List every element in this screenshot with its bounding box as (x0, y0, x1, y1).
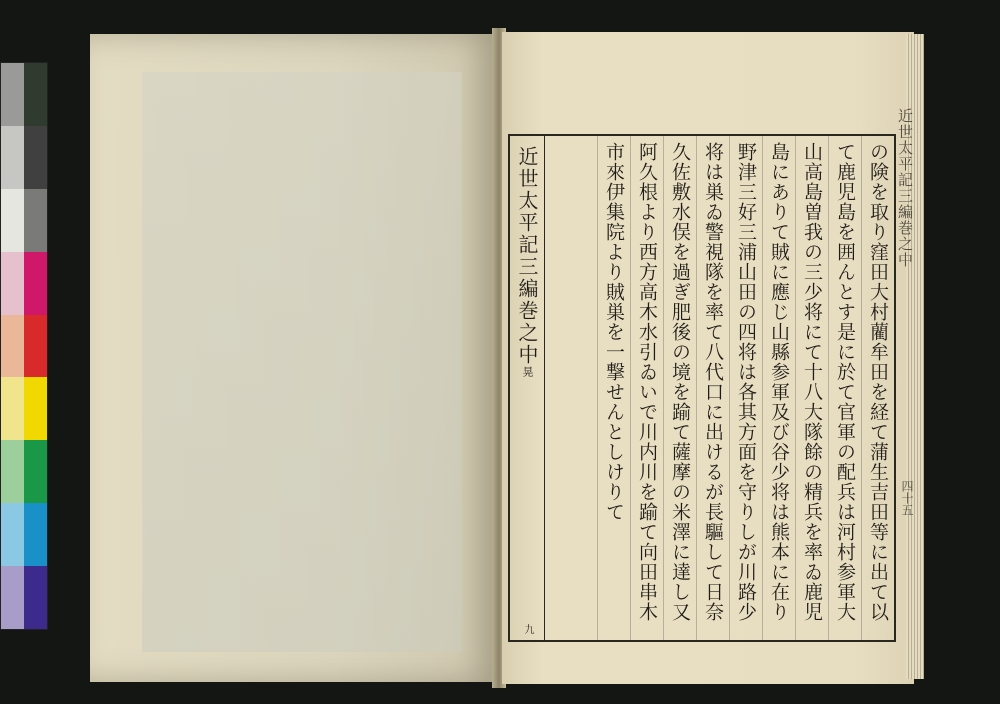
text-frame (508, 134, 896, 642)
text-column-1: の険を取り窪田大村藺牟田を経て蒲生吉田等に出て以 (861, 136, 894, 640)
text-column-5: 野津三好三浦山田の四将は各其方面を守りしが川路少 (729, 136, 762, 640)
text-column-2: て鹿児島を囲んとす是に於て官軍の配兵は河村参軍大 (828, 136, 861, 640)
color-swatch (24, 126, 47, 189)
color-swatch (1, 440, 24, 503)
color-swatch (1, 377, 24, 440)
color-swatch (24, 440, 47, 503)
left-page (90, 34, 498, 682)
margin-running-title: 近世太平記三編巻之中 (896, 108, 914, 268)
book-title-column (510, 136, 544, 640)
open-book (84, 28, 924, 688)
book-title: 近世太平記三編巻之中 (515, 146, 539, 366)
text-column-4: 島にありて賊に應じ山縣参軍及び谷少将は熊本に在り (762, 136, 795, 640)
color-swatch (1, 566, 24, 629)
color-swatch (24, 377, 47, 440)
color-swatch (1, 189, 24, 252)
text-column-8: 阿久根より西方高木水引ゐいで川内川を踰て向田串木 (630, 136, 663, 640)
text-column-7: 久佐敷水俣を過ぎ肥後の境を踰て薩摩の米澤に達し又 (663, 136, 696, 640)
body-text (540, 136, 894, 640)
color-swatch (24, 315, 47, 378)
text-column-6: 将は巣ゐ警視隊を率て八代口に出けるが長驅して日奈 (696, 136, 729, 640)
color-swatch (24, 63, 47, 126)
color-swatch (1, 503, 24, 566)
title-suffix: 晃 (521, 366, 534, 379)
text-column-3: 山高島曽我の三少将にて十八大隊餘の精兵を率ゐ鹿児 (795, 136, 828, 640)
color-swatch (1, 126, 24, 189)
color-swatch (1, 252, 24, 315)
color-swatch (24, 503, 47, 566)
color-swatch (24, 566, 47, 629)
color-swatch (1, 63, 24, 126)
color-swatch (24, 189, 47, 252)
color-calibration-strip (0, 62, 48, 630)
margin-folio-number: 四十五 (900, 480, 914, 516)
page-number: 九 (522, 624, 533, 634)
color-swatch (24, 252, 47, 315)
left-page-blank-area (142, 72, 462, 652)
color-swatch (1, 315, 24, 378)
text-column-9: 市來伊集院より賊巣を一撃せんとしけりて (597, 136, 630, 640)
